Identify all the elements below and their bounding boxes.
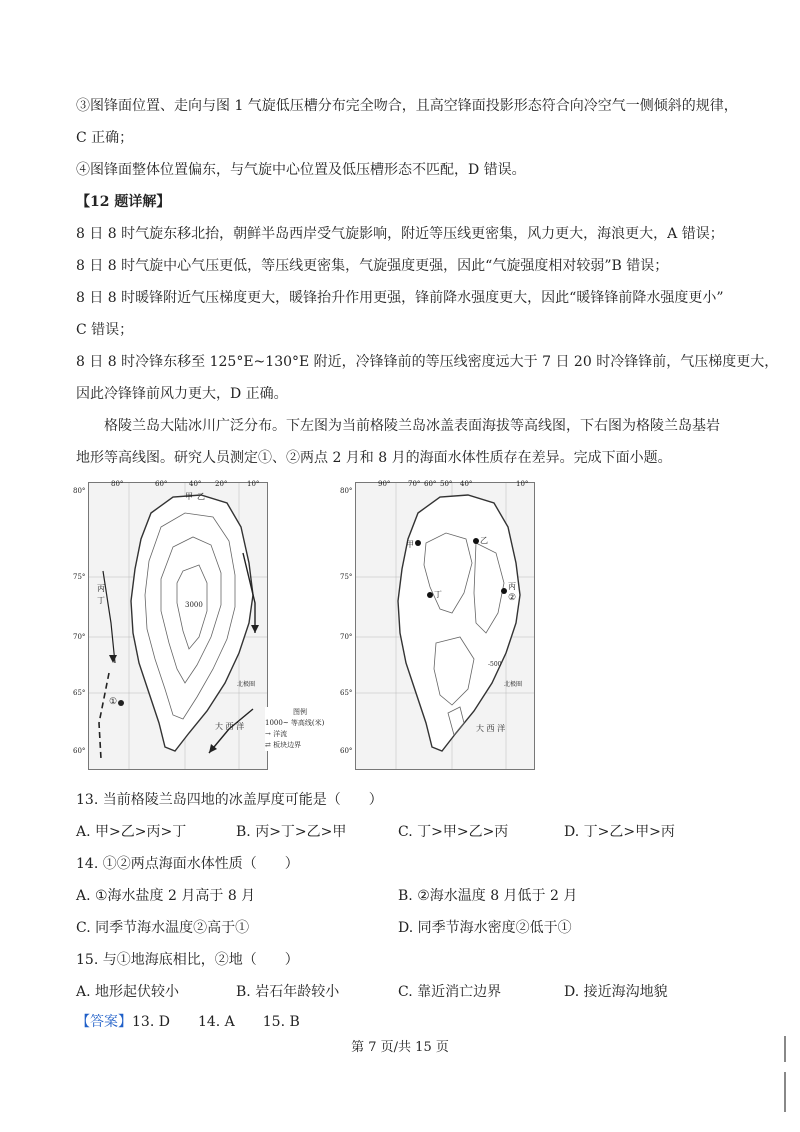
legend-plate: ⇄ 板块边界 [265, 741, 302, 749]
question-13-option-c: C. 丁>甲>乙>丙 [398, 824, 509, 840]
lat-label-4: 65° [340, 689, 353, 697]
lon-label-3: 60° [424, 480, 437, 488]
place-yi: 乙 [480, 536, 488, 545]
question-14-option-c: C. 同季节海水温度②高于① [76, 920, 250, 936]
legend-current-label: 洋流 [273, 730, 288, 738]
contour-label-3000: 3000 [185, 601, 203, 609]
map-bedrock [340, 480, 535, 770]
question-14-option-a: A. ①海水盐度 2 月高于 8 月 [76, 888, 256, 904]
answer-label: 【答案】 [76, 1014, 132, 1030]
place-jia: 甲 [406, 540, 414, 549]
text-line-1: ③图锋面位置、走向与图 1 气旋低压槽分布完全吻合，且高空锋面投影形态符合向冷空气一侧倾斜的规律， [76, 98, 738, 114]
lon-label-2: 70° [408, 480, 421, 488]
answer-line [76, 1012, 300, 1032]
place-bing: 丙 [508, 582, 516, 591]
lon-label-3: 40° [189, 480, 202, 488]
lon-label-1: 90° [378, 480, 391, 488]
legend-plate-label: 板块边界 [273, 741, 302, 749]
text-line-3: ④图锋面整体位置偏东，与气旋中心位置及低压槽形态不匹配，D 错误。 [76, 162, 526, 178]
lon-label-6: 10° [516, 480, 529, 488]
lon-label-4: 20° [215, 480, 228, 488]
text-line-11: 格陵兰岛大陆冰川广泛分布。下左图为当前格陵兰岛冰盖表面海拔等高线图，下右图为格陵兰岛基岩 [104, 418, 720, 434]
legend-contour-value: 1000 [265, 719, 283, 727]
text-line-5: 8 日 8 时气旋东移北抬，朝鲜半岛西岸受气旋影响，附近等压线更密集，风力更大，海浪更大，A 错误； [76, 226, 724, 242]
scan-edge-mark [784, 1072, 786, 1112]
place-yi: 乙 [197, 492, 205, 501]
question-13-option-a: A. 甲>乙>丙>丁 [76, 824, 187, 840]
lon-label-4: 50° [440, 480, 453, 488]
question-14-option-b: B. ②海水温度 8 月低于 2 月 [398, 888, 578, 904]
page-footer: 第 7 页/共 15 页 [351, 1040, 449, 1055]
lat-label-2: 75° [340, 573, 353, 581]
text-line-7: 8 日 8 时暖锋附近气压梯度更大，暖锋抬升作用更强，锋前降水强度更大，因此“暖锋锋前降水强度更小” [76, 290, 724, 306]
question-14-stem: 14. ①②两点海面水体性质（ ） [76, 856, 299, 872]
text-line-8: C 错误； [76, 322, 134, 338]
point-2-label: ② [508, 593, 517, 603]
lon-label-5: 10° [247, 480, 260, 488]
lon-label-1: 80° [111, 480, 124, 488]
scan-edge-mark [784, 1036, 786, 1062]
ocean-label: 大 西 洋 [215, 722, 245, 731]
lat-label-1: 80° [73, 487, 86, 495]
question-15-option-c: C. 靠近消亡边界 [398, 984, 502, 1000]
text-line-9: 8 日 8 时冷锋东移至 125°E~130°E 附近，冷锋锋前的等压线密度远大于 7 日 20 时冷锋锋前，气压梯度更大， [76, 354, 779, 370]
place-ding: 丁 [97, 596, 105, 605]
text-line-2: C 正确； [76, 130, 134, 146]
answer-text: 13. D 14. A 15. B [132, 1014, 300, 1030]
map-legend [265, 707, 335, 751]
map-ice-surface [73, 480, 325, 770]
legend-contour: 1000~ 等高线(米) [265, 719, 325, 727]
lon-label-2: 60° [155, 480, 168, 488]
section-heading-12: 【12 题详解】 [76, 194, 171, 210]
question-15-option-b: B. 岩石年龄较小 [236, 984, 340, 1000]
question-14-option-d: D. 同季节海水密度②低于① [398, 920, 572, 936]
lat-label-3: 70° [73, 633, 86, 641]
legend-title: 图例 [293, 708, 307, 716]
question-13-option-b: B. 丙>丁>乙>甲 [236, 824, 347, 840]
question-13-stem: 13. 当前格陵兰岛四地的冰盖厚度可能是（ ） [76, 792, 383, 808]
question-15-option-d: D. 接近海沟地貌 [564, 984, 668, 1000]
text-line-10: 因此冷锋锋前风力更大，D 正确。 [76, 386, 288, 402]
contour-label-500: -500 [488, 661, 502, 668]
point-1-label: ① [109, 697, 118, 707]
lat-label-4: 65° [73, 689, 86, 697]
arctic-circle-label: 北极圈 [237, 681, 256, 688]
text-line-12: 地形等高线图。研究人员测定①、②两点 2 月和 8 月的海面水体性质存在差异。完成下面小题。 [76, 450, 672, 466]
lat-label-5: 60° [340, 747, 353, 755]
question-15-option-a: A. 地形起伏较小 [76, 984, 180, 1000]
place-jia: 甲 [185, 492, 193, 501]
lat-label-2: 75° [73, 573, 86, 581]
place-bing: 丙 [97, 584, 105, 593]
lat-label-5: 60° [73, 747, 86, 755]
place-ding: 丁 [434, 590, 442, 599]
arctic-circle-label: 北极圈 [504, 681, 523, 688]
lat-label-3: 70° [340, 633, 353, 641]
question-13-option-d: D. 丁>乙>甲>丙 [564, 824, 675, 840]
legend-contour-label: 等高线(米) [290, 719, 325, 727]
text-line-6: 8 日 8 时气旋中心气压更低，等压线更密集，气旋强度更强，因此“气旋强度相对较弱”B 错误； [76, 258, 669, 274]
lon-label-5: 40° [460, 480, 473, 488]
lat-label-1: 80° [340, 487, 353, 495]
ocean-label: 大 西 洋 [476, 724, 506, 733]
legend-current: → 洋流 [265, 730, 288, 738]
question-15-stem: 15. 与①地海底相比，②地（ ） [76, 952, 299, 968]
